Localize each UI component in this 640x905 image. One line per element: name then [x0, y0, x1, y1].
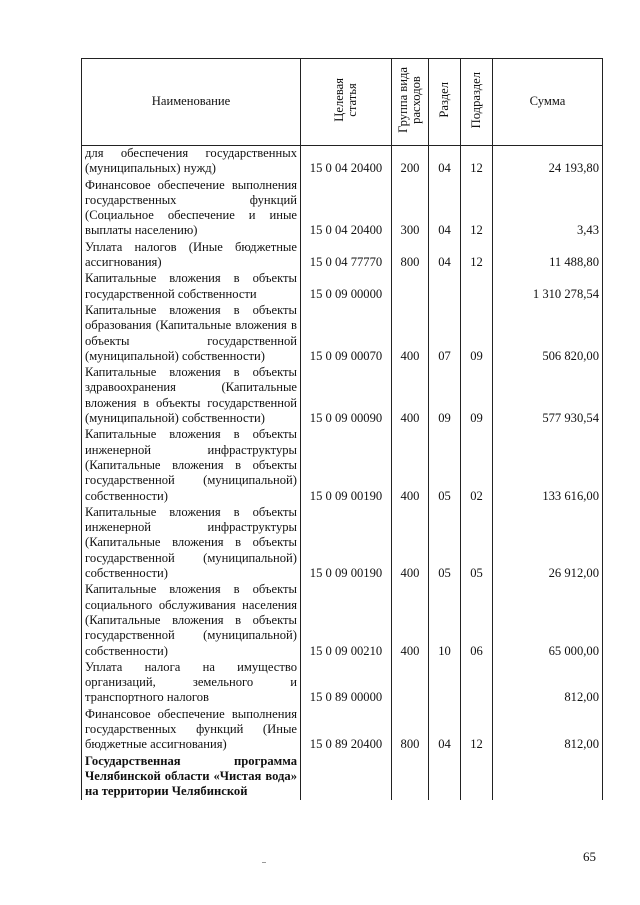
header-amount: Сумма [493, 59, 603, 146]
row-subsection: 12 [461, 146, 493, 178]
table-row [82, 303, 603, 365]
row-target-article: 15 0 04 77770 [301, 240, 392, 272]
header-expense-group-label: Группа вида расходов [396, 66, 423, 133]
row-target-article: 15 0 04 20400 [301, 178, 392, 240]
table-row [82, 146, 603, 178]
header-name: Наименование [82, 59, 301, 146]
row-expense-group [392, 271, 429, 303]
header-target-article [301, 59, 392, 146]
row-section: 05 [429, 427, 461, 504]
row-amount: 26 912,00 [493, 505, 603, 582]
row-name: Уплата налога на имущество организаций, земельного и транспортного налогов [82, 660, 301, 707]
row-expense-group [392, 754, 429, 801]
row-section: 10 [429, 582, 461, 659]
row-target-article: 15 0 09 00090 [301, 365, 392, 427]
header-subsection-label: Подраздел [469, 71, 483, 129]
header-subsection [461, 59, 493, 146]
row-subsection: 02 [461, 427, 493, 504]
row-target-article: 15 0 09 00000 [301, 271, 392, 303]
row-subsection: 05 [461, 505, 493, 582]
header-section-label: Раздел [437, 82, 451, 118]
row-expense-group: 400 [392, 582, 429, 659]
row-name: Капитальные вложения в объекты государственной собственности [82, 271, 301, 303]
row-name: Финансовое обеспечение выполнения государственных функций (Социальное обеспечение и иные выплаты населению) [82, 178, 301, 240]
row-expense-group: 200 [392, 146, 429, 178]
row-expense-group: 800 [392, 240, 429, 272]
table-row [82, 660, 603, 707]
table-row [82, 240, 603, 272]
table-row [82, 365, 603, 427]
row-subsection: 06 [461, 582, 493, 659]
row-expense-group: 400 [392, 427, 429, 504]
row-section: 05 [429, 505, 461, 582]
table-body [82, 146, 603, 801]
table-row [82, 707, 603, 754]
table-row [82, 427, 603, 504]
row-expense-group: 400 [392, 303, 429, 365]
row-amount: 65 000,00 [493, 582, 603, 659]
row-amount: 24 193,80 [493, 146, 603, 178]
row-amount: 506 820,00 [493, 303, 603, 365]
row-name: Капитальные вложения в объекты образования (Капитальные вложения в объекты государственной (муниципальной) собственности) [82, 303, 301, 365]
row-section: 09 [429, 365, 461, 427]
row-section [429, 271, 461, 303]
row-subsection [461, 271, 493, 303]
row-section: 04 [429, 146, 461, 178]
row-name: Капитальные вложения в объекты здравоохранения (Капитальные вложения в объекты государственной (муниципальной) собственности) [82, 365, 301, 427]
row-name: Государственная программа Челябинской области «Чистая вода» на территории Челябинской [82, 754, 301, 801]
row-subsection: 09 [461, 303, 493, 365]
row-amount: 11 488,80 [493, 240, 603, 272]
table-row [82, 178, 603, 240]
table-row [82, 582, 603, 659]
row-section: 04 [429, 178, 461, 240]
row-target-article: 15 0 89 00000 [301, 660, 392, 707]
row-name: Уплата налогов (Иные бюджетные ассигнования) [82, 240, 301, 272]
row-expense-group [392, 660, 429, 707]
row-subsection: 12 [461, 240, 493, 272]
row-subsection: 12 [461, 707, 493, 754]
row-section [429, 660, 461, 707]
row-target-article [301, 754, 392, 801]
row-expense-group: 800 [392, 707, 429, 754]
row-target-article: 15 0 09 00190 [301, 427, 392, 504]
row-name: Финансовое обеспечение выполнения государственных функций (Иные бюджетные ассигнования) [82, 707, 301, 754]
row-target-article: 15 0 09 00210 [301, 582, 392, 659]
row-expense-group: 300 [392, 178, 429, 240]
row-section: 07 [429, 303, 461, 365]
row-section: 04 [429, 707, 461, 754]
row-amount [493, 754, 603, 801]
row-subsection: 09 [461, 365, 493, 427]
row-target-article: 15 0 09 00190 [301, 505, 392, 582]
row-section: 04 [429, 240, 461, 272]
row-name: Капитальные вложения в объекты инженерной инфраструктуры (Капитальные вложения в объекты государственной (муниципальной) собственности) [82, 505, 301, 582]
row-subsection: 12 [461, 178, 493, 240]
header-expense-group [392, 59, 429, 146]
row-name: Капитальные вложения в объекты инженерной инфраструктуры (Капитальные вложения в объекты государственной (муниципальной) собственности) [82, 427, 301, 504]
row-target-article: 15 0 09 00070 [301, 303, 392, 365]
row-target-article: 15 0 89 20400 [301, 707, 392, 754]
table-row [82, 271, 603, 303]
header-row [82, 59, 603, 146]
row-section [429, 754, 461, 801]
row-amount: 1 310 278,54 [493, 271, 603, 303]
scan-speck [262, 862, 266, 863]
header-target-article-label: Целевая статья [332, 77, 359, 122]
row-name: Капитальные вложения в объекты социального обслуживания населения (Капитальные вложения в объекты государственной (муниципальной) собственности) [82, 582, 301, 659]
row-name: для обеспечения государственных (муниципальных) нужд) [82, 146, 301, 178]
row-expense-group: 400 [392, 505, 429, 582]
row-subsection [461, 660, 493, 707]
table-row [82, 754, 603, 801]
row-amount: 133 616,00 [493, 427, 603, 504]
row-expense-group: 400 [392, 365, 429, 427]
row-subsection [461, 754, 493, 801]
row-amount: 3,43 [493, 178, 603, 240]
header-section [429, 59, 461, 146]
row-amount: 812,00 [493, 660, 603, 707]
budget-table [81, 58, 603, 800]
row-target-article: 15 0 04 20400 [301, 146, 392, 178]
row-amount: 577 930,54 [493, 365, 603, 427]
page-number: 65 [583, 849, 596, 864]
row-amount: 812,00 [493, 707, 603, 754]
table-row [82, 505, 603, 582]
